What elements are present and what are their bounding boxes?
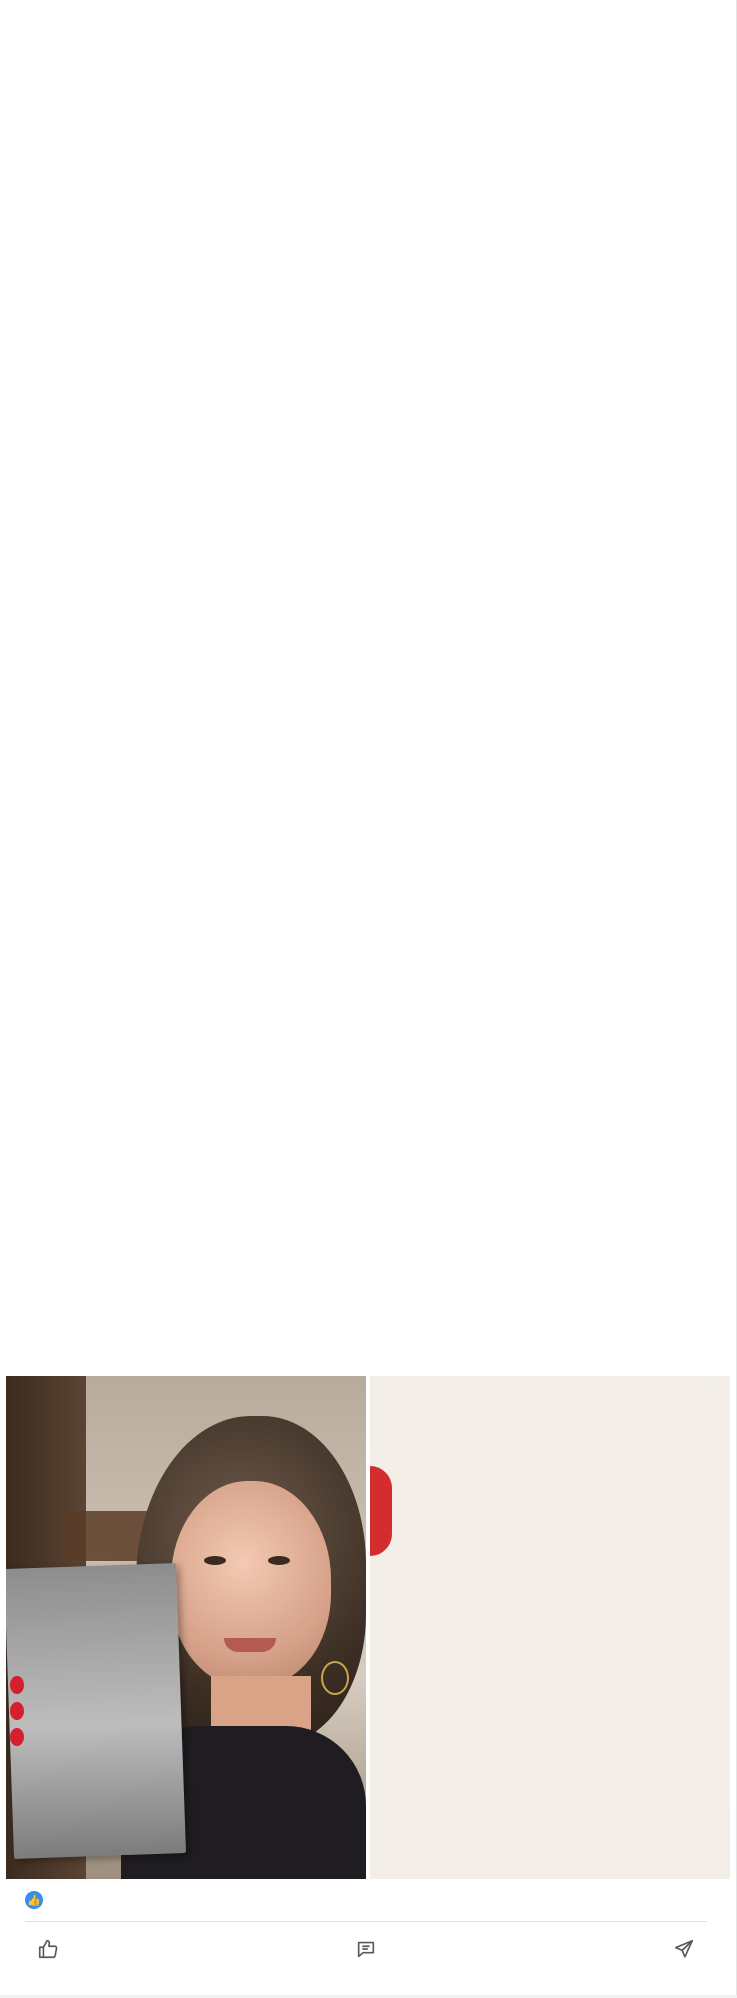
photo-eye-left xyxy=(204,1556,226,1565)
post-media xyxy=(6,1376,730,1879)
comment-button[interactable] xyxy=(343,1928,397,1970)
share-button[interactable] xyxy=(661,1928,715,1970)
photo-earring xyxy=(321,1661,349,1695)
action-bar xyxy=(25,1925,715,1973)
thumbs-up-icon: 👍 xyxy=(25,1891,43,1909)
send-icon xyxy=(673,1938,695,1960)
book-page xyxy=(370,1376,730,1879)
photo-red-object xyxy=(370,1466,392,1556)
photo-nails xyxy=(6,1676,26,1766)
page-text-bottom xyxy=(418,1376,730,1395)
photo-book-page[interactable] xyxy=(370,1376,730,1879)
divider xyxy=(25,1921,707,1922)
nail xyxy=(10,1676,24,1694)
nail xyxy=(10,1728,24,1746)
page-text-top xyxy=(418,1376,730,1389)
book-title xyxy=(49,1574,168,1838)
photo-eye-right xyxy=(268,1556,290,1565)
photo-woman-with-book[interactable] xyxy=(6,1376,366,1879)
thumbs-up-icon xyxy=(37,1938,59,1960)
page-heading xyxy=(418,1376,730,1395)
like-button[interactable] xyxy=(25,1928,79,1970)
reaction-summary[interactable] xyxy=(25,1890,48,1910)
comment-icon xyxy=(355,1938,377,1960)
photo-mouth xyxy=(224,1638,276,1652)
photo-face xyxy=(171,1481,331,1686)
nail xyxy=(10,1702,24,1720)
book-2035 xyxy=(6,1563,186,1859)
